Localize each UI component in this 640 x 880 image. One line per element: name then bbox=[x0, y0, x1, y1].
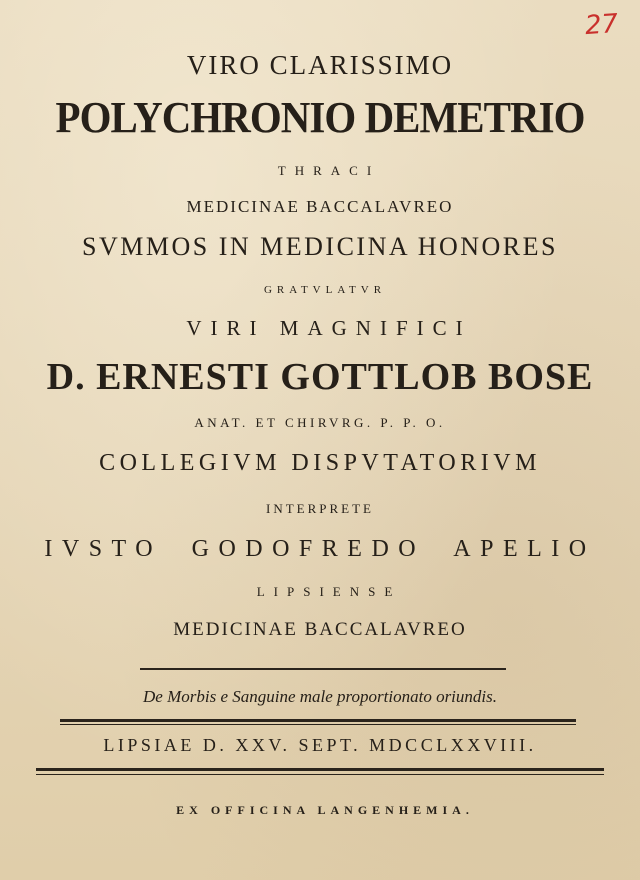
interprete-line: INTERPRETE bbox=[266, 501, 374, 516]
collegium-line: COLLEGIVM DISPVTATORIVM bbox=[99, 450, 541, 476]
divider-rule-bottom-thin bbox=[36, 774, 604, 775]
dedication-line: VIRO CLARISSIMO bbox=[186, 50, 454, 80]
divider-rule-bottom-thick bbox=[36, 768, 604, 771]
respondent-origin: LIPSIENSE bbox=[256, 584, 402, 599]
dissertation-topic: De Morbis e Sanguine male proportionato oriundis. bbox=[143, 687, 497, 706]
divider-rule-double-thick bbox=[60, 719, 576, 722]
date-line: LIPSIAE D. XXV. SEPT. MDCCLXXVIII. bbox=[103, 735, 537, 755]
respondent-name: IVSTO GODOFREDO APELIO bbox=[44, 536, 596, 562]
honors-line: SVMMOS IN MEDICINA HONORES bbox=[82, 232, 558, 261]
degree-line: MEDICINAE BACCALAVREO bbox=[186, 197, 454, 216]
dedicatee-name: POLYCHRONIO DEMETRIO bbox=[55, 93, 585, 142]
origin-line: THRACI bbox=[277, 163, 381, 178]
handwritten-page-number: 27 bbox=[583, 8, 620, 42]
printer-imprint: EX OFFICINA LANGENHEMIA. bbox=[176, 803, 474, 817]
president-title: ANAT. ET CHIRVRG. P. P. O. bbox=[194, 415, 446, 430]
divider-rule-double-thin bbox=[60, 724, 576, 725]
president-name: D. ERNESTI GOTTLOB BOSE bbox=[46, 356, 594, 398]
congratulates-line: GRATVLATVR bbox=[263, 284, 387, 296]
magnifici-line: VIRI MAGNIFICI bbox=[186, 316, 472, 340]
respondent-degree: MEDICINAE BACCALAVREO bbox=[173, 619, 467, 640]
divider-rule-top bbox=[140, 668, 506, 670]
